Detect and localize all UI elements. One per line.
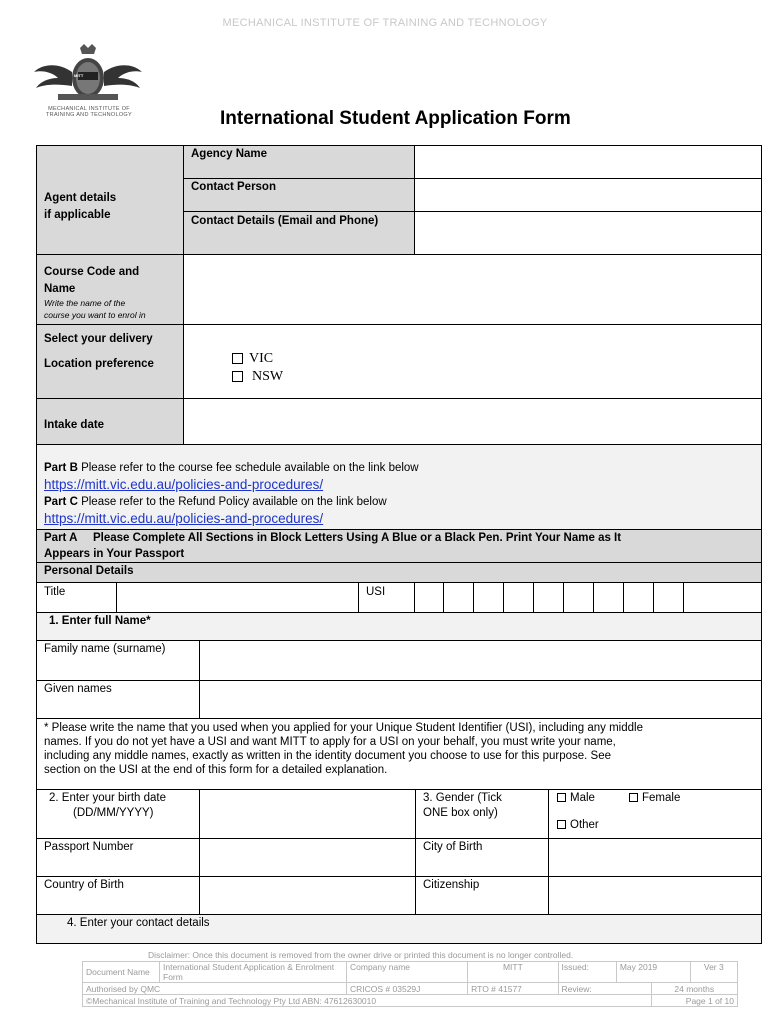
female-label: Female <box>642 792 681 804</box>
given-names-label: Given names <box>44 683 112 695</box>
agency-name-label: Agency Name <box>191 148 268 160</box>
usi-note <box>36 718 762 790</box>
delivery-options-cell <box>183 324 762 399</box>
passport-input[interactable] <box>199 838 416 877</box>
cricos: CRICOS # 03529J <box>347 983 468 995</box>
logo-line-1: MECHANICAL INSTITUTE OF <box>48 106 130 112</box>
passport-label: Passport Number <box>44 841 134 853</box>
note-line-1: * Please write the name that you used when you applied for your Unique Student Identifier (USI), including any middle <box>44 722 643 734</box>
part-c-link[interactable]: https://mitt.vic.edu.au/policies-and-procedures/ <box>44 511 324 526</box>
usi-label-cell <box>358 582 415 613</box>
footer-table <box>82 961 738 1007</box>
logo-text <box>24 106 154 118</box>
part-b-text <box>44 462 419 474</box>
issued-date: May 2019 <box>616 962 690 983</box>
personal-details-heading <box>36 562 762 583</box>
org-header: MECHANICAL INSTITUTE OF TRAINING AND TECHNOLOGY <box>222 17 548 29</box>
contact-details-heading <box>36 914 762 944</box>
city-birth-label-cell <box>415 838 549 877</box>
family-name-label: Family name (surname) <box>44 643 166 655</box>
male-label: Male <box>570 792 595 804</box>
option-nsw-label: NSW <box>252 369 284 384</box>
country-birth-input[interactable] <box>199 876 416 915</box>
gender-other-option[interactable] <box>557 819 599 831</box>
usi-label: USI <box>366 586 386 598</box>
logo-badge: MITT <box>74 73 84 78</box>
citizenship-input[interactable] <box>548 876 762 915</box>
agency-name-label-cell <box>183 145 415 179</box>
other-label: Other <box>570 819 599 831</box>
usi-box[interactable] <box>473 582 504 613</box>
contact-details-input[interactable] <box>414 211 762 255</box>
city-birth-label: City of Birth <box>423 841 483 853</box>
part-a-line-1: Part A Please Complete All Sections in Block Letters Using A Blue or a Black Pen. Print Your Name as It <box>44 532 622 544</box>
course-input[interactable] <box>183 254 762 325</box>
issued-label: Issued: <box>558 962 616 983</box>
checkbox-female[interactable] <box>629 793 638 802</box>
full-name-label: 1. Enter full Name* <box>49 615 151 627</box>
title-label: Title <box>44 586 66 598</box>
usi-box[interactable] <box>593 582 624 613</box>
contact-details-heading-label: 4. Enter your contact details <box>67 917 210 929</box>
doc-name-label: Document Name <box>83 962 160 983</box>
course-label-cell <box>36 254 184 325</box>
full-name-heading <box>36 612 762 641</box>
delivery-label-1: Select your delivery <box>44 333 153 345</box>
country-birth-label: Country of Birth <box>44 879 124 891</box>
contact-details-label-cell <box>183 211 415 255</box>
family-name-input[interactable] <box>199 640 762 681</box>
doc-name: International Student Application & Enrolment Form <box>160 962 347 983</box>
citizenship-label-cell <box>415 876 549 915</box>
title-input[interactable] <box>116 582 359 613</box>
note-line-4: section on the USI at the end of this form for a detailed explanation. <box>44 764 388 776</box>
country-birth-label-cell <box>36 876 200 915</box>
authorised-by: Authorised by QMC <box>83 983 347 995</box>
given-names-input[interactable] <box>199 680 762 719</box>
page-number: Page 1 of 10 <box>651 995 737 1007</box>
mitt-logo <box>28 42 148 109</box>
part-a-heading <box>36 529 762 563</box>
part-c-desc: Please refer to the Refund Policy available on the link below <box>77 496 387 508</box>
family-name-label-cell <box>36 640 200 681</box>
personal-details-label: Personal Details <box>44 565 134 577</box>
gender-male-option[interactable] <box>557 792 595 804</box>
agent-label-cell <box>36 145 184 255</box>
part-b-desc: Please refer to the course fee schedule available on the link below <box>77 462 419 474</box>
course-label-2: Name <box>44 283 76 295</box>
part-b-bold: Part B <box>44 462 78 474</box>
rto: RTO # 41577 <box>468 983 558 995</box>
passport-label-cell <box>36 838 200 877</box>
option-vic-label: VIC <box>249 351 274 366</box>
version: Ver 3 <box>690 962 737 983</box>
intake-label-cell <box>36 398 184 445</box>
disclaimer: Disclaimer: Once this document is removed from the owner drive or printed this document is no longer controlled. <box>148 950 574 960</box>
usi-box[interactable] <box>414 582 444 613</box>
contact-person-label-cell <box>183 178 415 212</box>
gender-label-2: ONE box only) <box>423 807 498 819</box>
checkbox-nsw[interactable] <box>232 371 243 382</box>
part-c-text <box>44 496 387 508</box>
checkbox-vic[interactable] <box>232 353 243 364</box>
review-label: Review: <box>558 983 651 995</box>
usi-box[interactable] <box>623 582 654 613</box>
form-title: International Student Application Form <box>220 108 571 129</box>
course-label-1: Course Code and <box>44 266 140 278</box>
company-label: Company name <box>347 962 468 983</box>
note-line-2: names. If you do not yet have a USI and want MITT to apply for a USI on your behalf, you must write your name, <box>44 736 616 748</box>
birth-date-label-2: (DD/MM/YYYY) <box>73 807 154 819</box>
part-b-link[interactable]: https://mitt.vic.edu.au/policies-and-procedures/ <box>44 477 324 492</box>
usi-box[interactable] <box>563 582 594 613</box>
intake-label: Intake date <box>44 419 105 431</box>
checkbox-male[interactable] <box>557 793 566 802</box>
course-hint-2: course you want to enrol in <box>44 310 146 320</box>
usi-box[interactable] <box>653 582 684 613</box>
birth-date-label-1: 2. Enter your birth date <box>49 792 166 804</box>
usi-box[interactable] <box>443 582 474 613</box>
checkbox-other[interactable] <box>557 820 566 829</box>
usi-box[interactable] <box>503 582 534 613</box>
note-line-3: including any middle names, exactly as written in the identity document you choose to use for this purpose. See <box>44 750 612 762</box>
intake-input[interactable] <box>183 398 762 445</box>
delivery-label-2: Location preference <box>44 358 154 370</box>
gender-label-cell <box>415 789 549 839</box>
agency-name-input[interactable] <box>414 145 762 179</box>
usi-box[interactable] <box>683 582 762 613</box>
contact-person-label: Contact Person <box>191 181 276 193</box>
logo-line-2: TRAINING AND TECHNOLOGY <box>46 112 132 118</box>
birth-date-input[interactable] <box>199 789 416 839</box>
gender-female-option[interactable] <box>629 792 680 804</box>
company: MITT <box>468 962 558 983</box>
option-vic[interactable] <box>232 351 273 367</box>
gender-options-cell <box>548 789 762 839</box>
contact-details-label: Contact Details (Email and Phone) <box>191 215 379 227</box>
review-period: 24 months <box>651 983 737 995</box>
agent-label-2: if applicable <box>44 209 111 221</box>
delivery-label-cell <box>36 324 184 399</box>
option-nsw[interactable] <box>232 369 283 385</box>
part-c-bold: Part C <box>44 496 78 508</box>
contact-person-input[interactable] <box>414 178 762 212</box>
part-b-c-section <box>36 444 762 530</box>
citizenship-label: Citizenship <box>423 879 480 891</box>
usi-box[interactable] <box>533 582 564 613</box>
gender-label-1: 3. Gender (Tick <box>423 792 502 804</box>
course-hint-1: Write the name of the <box>44 298 126 308</box>
given-names-label-cell <box>36 680 200 719</box>
city-birth-input[interactable] <box>548 838 762 877</box>
copyright: ©Mechanical Institute of Training and Technology Pty Ltd ABN: 47612630010 <box>83 995 652 1007</box>
part-a-line-2: Appears in Your Passport <box>44 548 185 560</box>
birth-date-label-cell <box>36 789 200 839</box>
title-label-cell <box>36 582 117 613</box>
agent-label-1: Agent details <box>44 192 117 204</box>
